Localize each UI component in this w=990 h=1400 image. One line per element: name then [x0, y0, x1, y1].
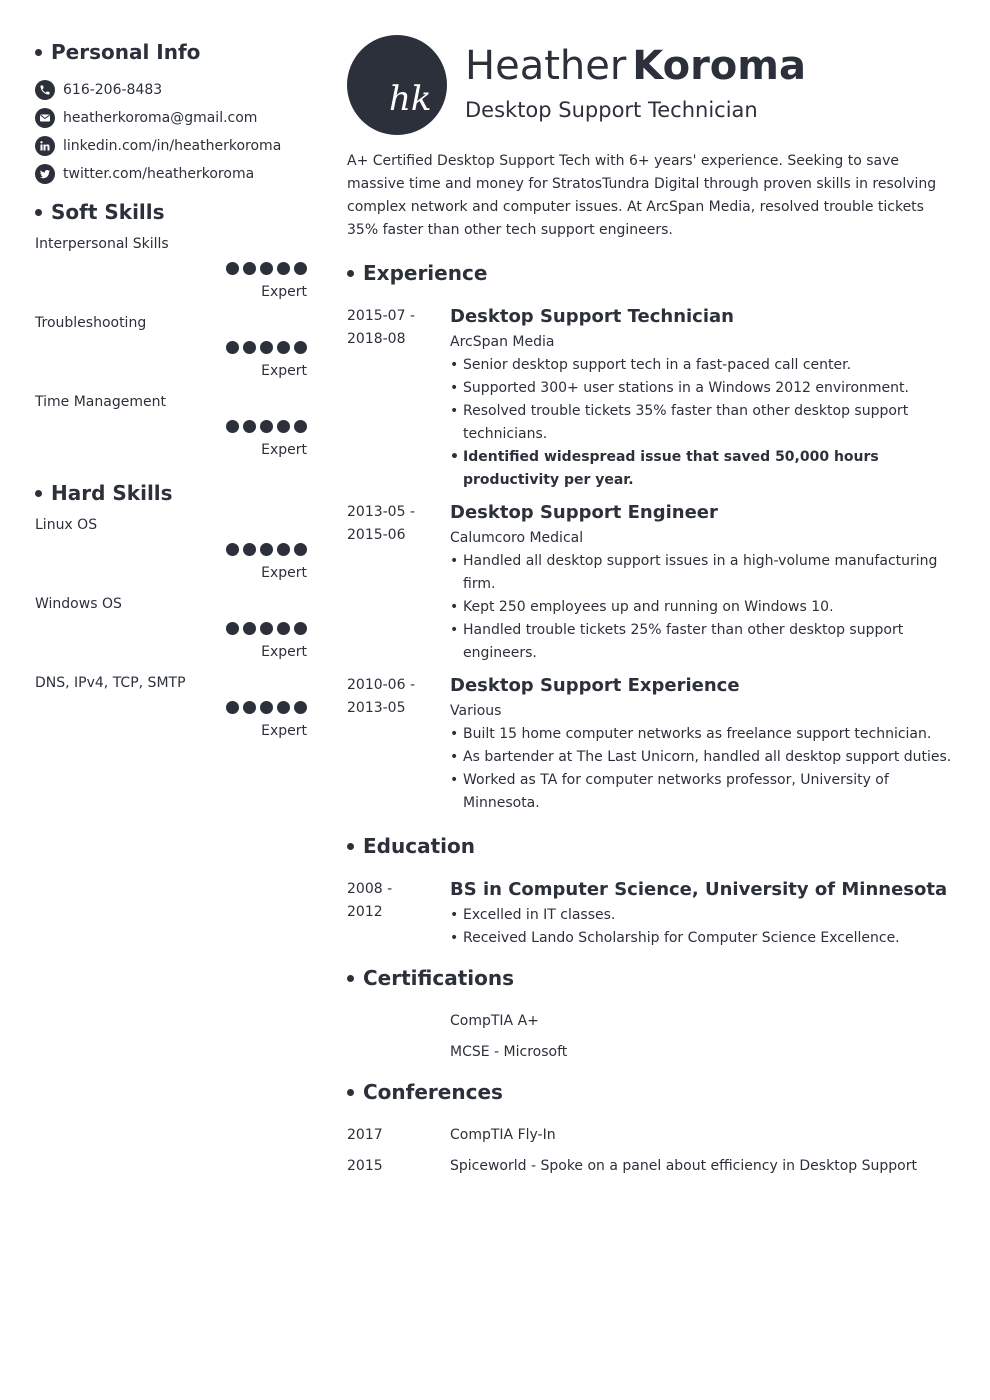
- rating-dot-icon: [260, 543, 273, 556]
- conference-year: 2015: [347, 1158, 383, 1174]
- entry-bullets: [450, 723, 957, 815]
- skill-name: Linux OS: [35, 517, 98, 533]
- summary-text: A+ Certified Desktop Support Tech with 6+ years' experience. Seeking to save massive time and money for StratosTundra Digital through proven skills in resolving complex network and computer issues. At ArcSpan Media, resolved trouble tickets 35% faster than other tech support engineers.: [347, 153, 937, 238]
- entry-date-end: 2013-05: [347, 700, 406, 716]
- phone-icon: [35, 80, 55, 100]
- skill-rating: [222, 622, 307, 635]
- rating-dot-icon: [243, 420, 256, 433]
- skill-rating: [222, 262, 307, 275]
- skill-rating: [222, 420, 307, 433]
- skill-item: [35, 235, 307, 314]
- rating-dot-icon: [243, 701, 256, 714]
- rating-dot-icon: [260, 341, 273, 354]
- rating-dot-icon: [294, 262, 307, 275]
- bullet-item-highlight: • Identified widespread issue that saved 50,000 hours productivity per year.: [450, 446, 957, 492]
- contact-phone-text: 616-206-8483: [63, 82, 163, 98]
- skill-level: Expert: [261, 284, 307, 300]
- rating-dot-icon: [260, 262, 273, 275]
- soft-skills-heading-text: Soft Skills: [51, 200, 165, 224]
- linkedin-icon: [35, 136, 55, 156]
- skill-rating: [222, 543, 307, 556]
- education-heading: [347, 832, 957, 860]
- entry-date-end: 2012: [347, 904, 383, 920]
- skill-level: Expert: [261, 644, 307, 660]
- entry-title: Desktop Support Experience: [450, 675, 740, 696]
- entry-body: [450, 674, 957, 815]
- first-name: Heather: [465, 43, 627, 89]
- hard-skills-heading-text: Hard Skills: [51, 481, 173, 505]
- certification-name: MCSE - Microsoft: [450, 1044, 568, 1060]
- bullet-item: • Received Lando Scholarship for Computer Science Excellence.: [450, 927, 957, 950]
- rating-dot-icon: [277, 701, 290, 714]
- skill-rating: [222, 341, 307, 354]
- entry-title: Desktop Support Engineer: [450, 502, 718, 523]
- education-entry: [347, 878, 957, 950]
- skill-level: Expert: [261, 723, 307, 739]
- certification-item: [347, 1041, 957, 1072]
- hard-skills-heading: [35, 479, 307, 507]
- skill-level: Expert: [261, 565, 307, 581]
- last-name: Koroma: [632, 43, 806, 89]
- rating-dot-icon: [277, 622, 290, 635]
- avatar-initials: hk: [389, 79, 432, 119]
- experience-entry: [347, 501, 957, 665]
- rating-dot-icon: [226, 701, 239, 714]
- skill-level: Expert: [261, 442, 307, 458]
- skill-name: Windows OS: [35, 596, 122, 612]
- contact-list: [35, 76, 307, 188]
- entry-title: BS in Computer Science, University of Minnesota: [450, 879, 948, 900]
- soft-skills-heading: [35, 198, 307, 226]
- rating-dot-icon: [277, 420, 290, 433]
- rating-dot-icon: [294, 701, 307, 714]
- skill-name: Time Management: [35, 394, 166, 410]
- entry-date-end: 2015-06: [347, 527, 406, 543]
- entry-date: [347, 501, 427, 547]
- bullet-item: • Worked as TA for computer networks professor, University of Minnesota.: [450, 769, 957, 815]
- heading-bullet-icon: [347, 975, 354, 982]
- heading-bullet-icon: [35, 209, 42, 216]
- heading-bullet-icon: [35, 490, 42, 497]
- entry-bullets: [450, 550, 957, 665]
- conference-name: CompTIA Fly-In: [450, 1127, 556, 1143]
- conferences-heading-text: Conferences: [363, 1080, 503, 1104]
- bullet-item: • Senior desktop support tech in a fast-paced call center.: [450, 354, 957, 377]
- rating-dot-icon: [243, 262, 256, 275]
- entry-bullets: [450, 904, 957, 950]
- heading-bullet-icon: [347, 270, 354, 277]
- rating-dot-icon: [277, 543, 290, 556]
- rating-dot-icon: [243, 622, 256, 635]
- contact-twitter-text: twitter.com/heatherkoroma: [63, 166, 255, 182]
- rating-dot-icon: [294, 622, 307, 635]
- conferences-heading: [347, 1078, 957, 1106]
- rating-dot-icon: [260, 622, 273, 635]
- entry-organization: Calumcoro Medical: [450, 530, 584, 546]
- bullet-item: • Kept 250 employees up and running on Windows 10.: [450, 596, 957, 619]
- contact-twitter: [35, 160, 307, 188]
- rating-dot-icon: [294, 543, 307, 556]
- entry-date: [347, 674, 427, 720]
- entry-date-start: 2010-06 -: [347, 677, 415, 693]
- bullet-item: • Built 15 home computer networks as freelance support technician.: [450, 723, 957, 746]
- sidebar: [35, 38, 307, 753]
- rating-dot-icon: [226, 420, 239, 433]
- full-name: [465, 41, 806, 91]
- rating-dot-icon: [243, 341, 256, 354]
- rating-dot-icon: [294, 420, 307, 433]
- rating-dot-icon: [277, 262, 290, 275]
- conference-year: 2017: [347, 1127, 383, 1143]
- entry-organization: Various: [450, 703, 502, 719]
- main-content: [347, 35, 957, 1186]
- skill-name: Troubleshooting: [35, 315, 147, 331]
- entry-body: [450, 878, 957, 950]
- personal-info-heading: [35, 38, 307, 66]
- bullet-item: • Excelled in IT classes.: [450, 904, 957, 927]
- skill-level: Expert: [261, 363, 307, 379]
- experience-heading: [347, 259, 957, 287]
- entry-date-start: 2013-05 -: [347, 504, 415, 520]
- conference-item: [347, 1124, 957, 1155]
- skill-rating: [222, 701, 307, 714]
- avatar: [347, 35, 447, 135]
- entry-date-start: 2008 -: [347, 881, 393, 897]
- rating-dot-icon: [260, 701, 273, 714]
- email-icon: [35, 108, 55, 128]
- certifications-heading-text: Certifications: [363, 966, 514, 990]
- conference-name: Spiceworld - Spoke on a panel about efficiency in Desktop Support: [450, 1158, 917, 1174]
- experience-entry: [347, 305, 957, 492]
- entry-date-end: 2018-08: [347, 331, 406, 347]
- entry-date-start: 2015-07 -: [347, 308, 415, 324]
- rating-dot-icon: [226, 262, 239, 275]
- bullet-item: • Supported 300+ user stations in a Windows 2012 environment.: [450, 377, 957, 400]
- entry-date: [347, 305, 427, 351]
- rating-dot-icon: [243, 543, 256, 556]
- rating-dot-icon: [294, 341, 307, 354]
- skill-name: DNS, IPv4, TCP, SMTP: [35, 675, 186, 691]
- contact-email: [35, 104, 307, 132]
- personal-info-heading-text: Personal Info: [51, 40, 201, 64]
- entry-title: Desktop Support Technician: [450, 306, 734, 327]
- conference-item: [347, 1155, 957, 1186]
- skill-item: [35, 516, 307, 595]
- twitter-icon: [35, 164, 55, 184]
- hard-skills-list: [35, 516, 307, 753]
- contact-linkedin: [35, 132, 307, 160]
- entry-bullets: [450, 354, 957, 492]
- entry-date: [347, 878, 427, 924]
- heading-bullet-icon: [35, 49, 42, 56]
- certifications-list: [347, 1010, 957, 1072]
- skill-item: [35, 595, 307, 674]
- skill-item: [35, 314, 307, 393]
- entry-body: [450, 305, 957, 492]
- rating-dot-icon: [260, 420, 273, 433]
- entry-body: [450, 501, 957, 665]
- experience-entry: [347, 674, 957, 815]
- entry-organization: ArcSpan Media: [450, 334, 555, 350]
- bullet-item: • Handled all desktop support issues in a high-volume manufacturing firm.: [450, 550, 957, 596]
- resume-header: [347, 35, 957, 135]
- bullet-item: • Handled trouble tickets 25% faster than other desktop support engineers.: [450, 619, 957, 665]
- rating-dot-icon: [277, 341, 290, 354]
- conferences-list: [347, 1124, 957, 1186]
- skill-item: [35, 393, 307, 472]
- certifications-heading: [347, 964, 957, 992]
- job-title: Desktop Support Technician: [465, 98, 758, 122]
- skill-name: Interpersonal Skills: [35, 236, 169, 252]
- education-heading-text: Education: [363, 834, 475, 858]
- rating-dot-icon: [226, 341, 239, 354]
- soft-skills-list: [35, 235, 307, 472]
- bullet-item: • Resolved trouble tickets 35% faster than other desktop support technicians.: [450, 400, 957, 446]
- contact-email-text: heatherkoroma@gmail.com: [63, 110, 258, 126]
- certification-item: [347, 1010, 957, 1041]
- heading-bullet-icon: [347, 1089, 354, 1096]
- heading-bullet-icon: [347, 843, 354, 850]
- bullet-item: • As bartender at The Last Unicorn, handled all desktop support duties.: [450, 746, 957, 769]
- certification-name: CompTIA A+: [450, 1013, 539, 1029]
- rating-dot-icon: [226, 543, 239, 556]
- contact-linkedin-text: linkedin.com/in/heatherkoroma: [63, 138, 282, 154]
- skill-item: [35, 674, 307, 753]
- experience-heading-text: Experience: [363, 261, 488, 285]
- rating-dot-icon: [226, 622, 239, 635]
- contact-phone: [35, 76, 307, 104]
